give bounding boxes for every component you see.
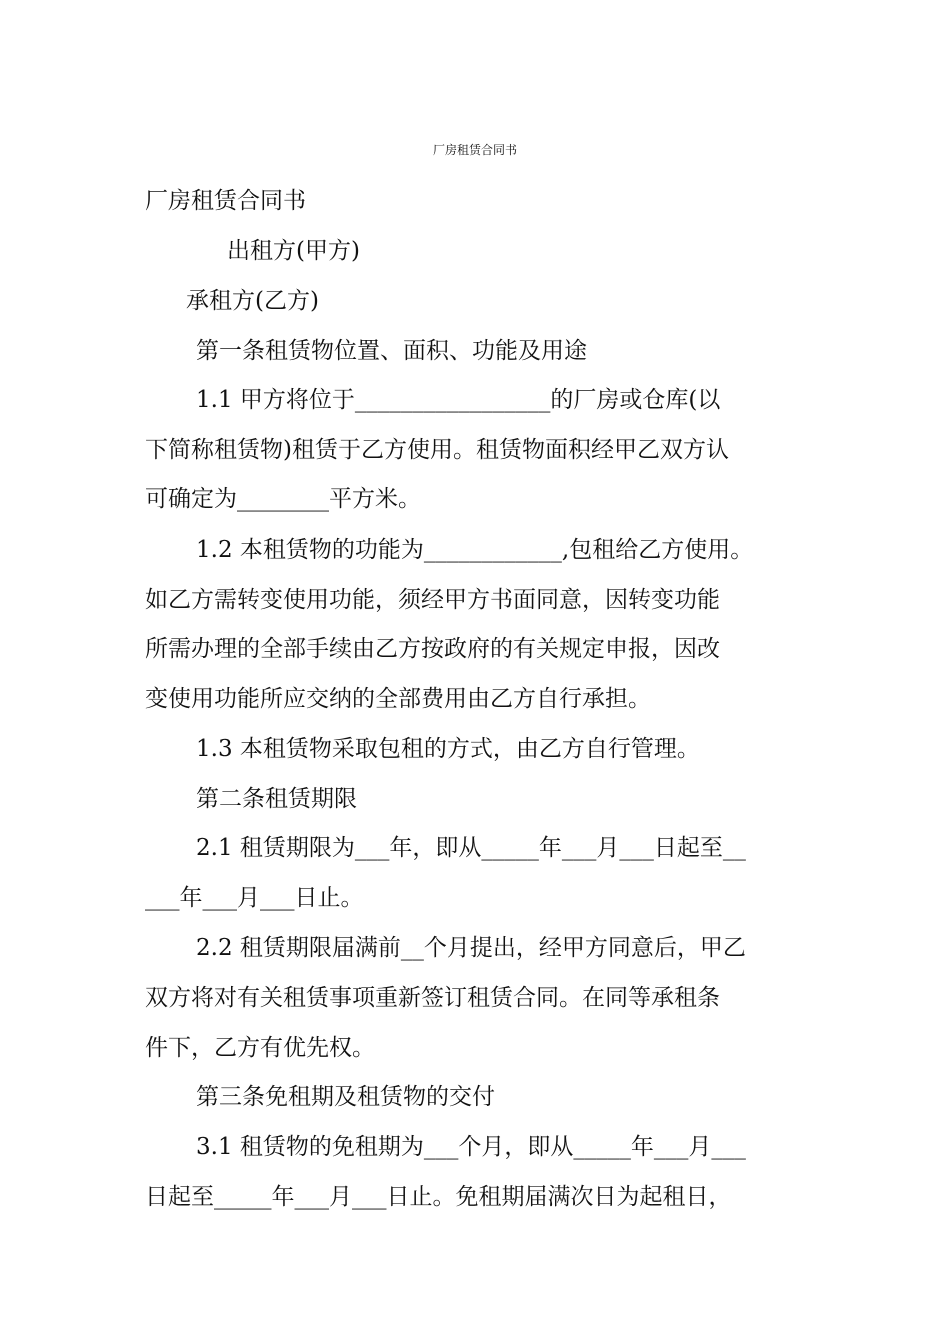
clause-1-1-line-3: 可确定为________平方米。 <box>145 486 421 512</box>
clause-1-2-line-4: 变使用功能所应交纳的全部费用由乙方自行承担。 <box>145 686 651 712</box>
article-1-heading: 第一条租赁物位置、面积、功能及用途 <box>196 338 587 364</box>
clause-3-1-line-2: 日起至_____年___月___日止。免租期届满次日为起租日， <box>145 1184 732 1210</box>
lessee-line: 承租方(乙方) <box>186 288 319 314</box>
article-2-heading: 第二条租赁期限 <box>196 786 357 812</box>
clause-1-2-line-1: 1.2 本租赁物的功能为____________,包租给乙方使用。 <box>196 537 754 563</box>
document-title: 厂房租赁合同书 <box>432 143 517 157</box>
clause-1-2-line-2: 如乙方需转变使用功能，须经甲方书面同意，因转变功能 <box>145 587 720 613</box>
clause-1-1-line-1: 1.1 甲方将位于_________________的厂房或仓库(以 <box>196 387 721 413</box>
clause-2-2-line-3: 件下，乙方有优先权。 <box>145 1035 375 1061</box>
clause-2-1-line-2: ___年___月___日止。 <box>145 885 364 911</box>
clause-2-1-line-1: 2.1 租赁期限为___年，即从_____年___月___日起至__ <box>196 835 746 861</box>
clause-1-3: 1.3 本租赁物采取包租的方式，由乙方自行管理。 <box>196 736 700 762</box>
clause-1-1-line-2: 下简称租赁物)租赁于乙方使用。租赁物面积经甲乙双方认 <box>145 437 729 463</box>
clause-2-2-line-2: 双方将对有关租赁事项重新签订租赁合同。在同等承租条 <box>145 985 720 1011</box>
article-3-heading: 第三条免租期及租赁物的交付 <box>196 1084 495 1110</box>
clause-1-2-line-3: 所需办理的全部手续由乙方按政府的有关规定申报，因改 <box>145 636 720 662</box>
subtitle-line: 厂房租赁合同书 <box>145 188 306 214</box>
lessor-line: 出租方(甲方) <box>227 238 360 264</box>
clause-2-2-line-1: 2.2 租赁期限届满前__个月提出，经甲方同意后，甲乙 <box>196 935 746 961</box>
clause-3-1-line-1: 3.1 租赁物的免租期为___个月，即从_____年___月___ <box>196 1134 746 1160</box>
